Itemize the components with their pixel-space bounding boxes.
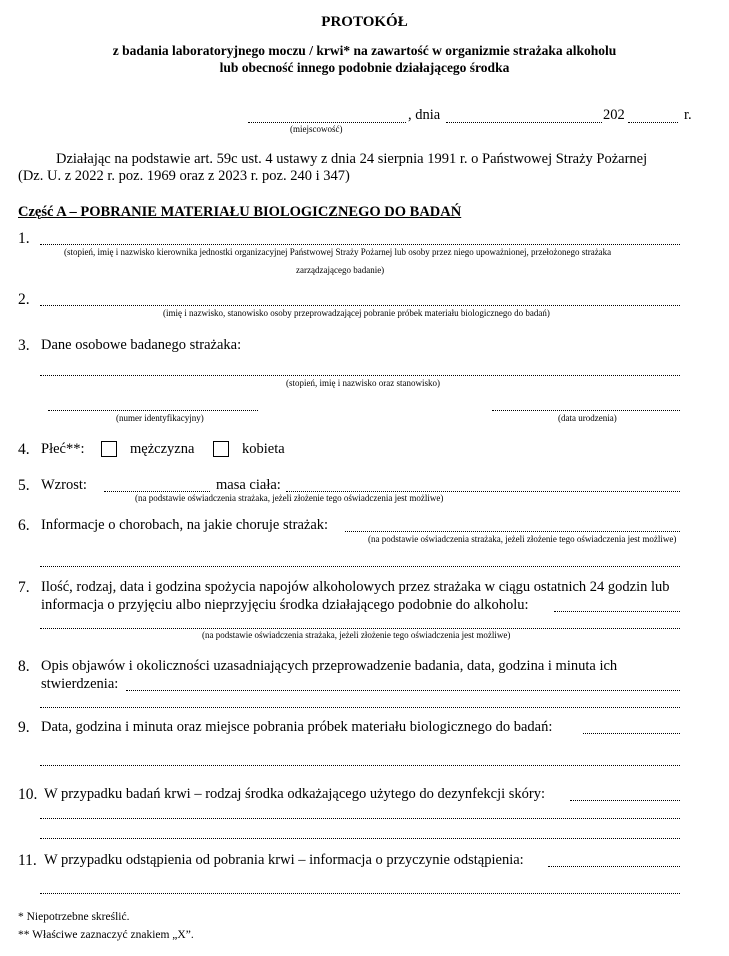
legal-basis-line-2: (Dz. U. z 2022 r. poz. 1969 oraz z 2023 r. poz. 240 i 347)	[18, 168, 350, 184]
item-6-label: Informacje o chorobach, na jakie choruje strażak:	[41, 517, 329, 533]
item-3-caption-name: (stopień, imię i nazwisko oraz stanowisko)	[286, 378, 440, 388]
dnia-label: , dnia	[408, 107, 441, 123]
item-8-number: 8.	[18, 658, 30, 675]
diseases-field[interactable]	[345, 531, 680, 532]
footnote-1: * Niepotrzebne skreślić.	[18, 911, 130, 923]
height-label: Wzrost:	[41, 477, 87, 493]
year-prefix: 202	[603, 107, 625, 123]
refusal-reason-field-continued[interactable]	[40, 893, 680, 894]
item-1-caption-1: (stopień, imię i nazwisko kierownika jednostki organizacyjnej Państwowej Straży Pożarnej lub osoby przez niego upoważnionej, przełożonego strażaka	[64, 247, 612, 257]
item-11-number: 11.	[18, 852, 37, 869]
item-3-caption-id: (numer identyfikacyjny)	[116, 413, 204, 423]
item-8-line-2: stwierdzenia:	[41, 676, 119, 692]
item-2-field[interactable]	[40, 305, 680, 306]
item-3-caption-birth: (data urodzenia)	[558, 413, 617, 423]
day-month-field[interactable]	[446, 122, 602, 123]
document-subtitle-line-1: z badania laboratoryjnego moczu / krwi* na zawartość w organizmie strażaka alkoholu	[112, 43, 617, 58]
mass-field[interactable]	[286, 491, 680, 492]
item-2-number: 2.	[18, 291, 30, 308]
item-11-label: W przypadku odstąpienia od pobrania krwi – informacja o przyczynie odstąpienia:	[44, 852, 524, 868]
item-3-label: Dane osobowe badanego strażaka:	[41, 337, 242, 353]
item-6-caption: (na podstawie oświadczenia strażaka, jeżeli złożenie tego oświadczenia jest możliwe)	[368, 534, 677, 544]
year-suffix-field[interactable]	[628, 122, 678, 123]
male-checkbox[interactable]	[101, 441, 117, 457]
document-subtitle-line-2: lub obecność innego podobnie działającego środka	[219, 60, 510, 75]
refusal-reason-field[interactable]	[548, 866, 680, 867]
mass-label: masa ciała:	[216, 477, 281, 493]
item-6-number: 6.	[18, 517, 30, 534]
alcohol-info-field-continued[interactable]	[40, 628, 680, 629]
male-option-label: mężczyzna	[130, 441, 195, 457]
item-1-field[interactable]	[40, 244, 680, 245]
place-field[interactable]	[248, 122, 406, 123]
disinfectant-field[interactable]	[570, 800, 680, 801]
item-5-caption: (na podstawie oświadczenia strażaka, jeżeli złożenie tego oświadczenia jest możliwe)	[135, 493, 444, 503]
section-a-heading: Część A – POBRANIE MATERIAŁU BIOLOGICZNEGO DO BADAŃ	[18, 204, 462, 220]
item-5-number: 5.	[18, 477, 30, 494]
item-7-line-2: informacja o przyjęciu albo nieprzyjęciu środka działającego podobnie do alkoholu:	[41, 597, 529, 613]
place-caption: (miejscowość)	[290, 124, 343, 134]
birth-date-field[interactable]	[492, 410, 680, 411]
personal-name-field[interactable]	[40, 375, 680, 376]
item-9-label: Data, godzina i minuta oraz miejsce pobrania próbek materiału biologicznego do badań:	[41, 719, 553, 735]
item-2-caption: (imię i nazwisko, stanowisko osoby przeprowadzającej pobranie próbek materiału biologicznego do badań)	[163, 308, 550, 318]
item-10-label: W przypadku badań krwi – rodzaj środka odkażającego użytego do dezynfekcji skóry:	[44, 786, 546, 802]
gender-label: Płeć**:	[41, 441, 85, 457]
id-number-field[interactable]	[48, 410, 258, 411]
item-10-number: 10.	[18, 786, 38, 803]
item-1-number: 1.	[18, 230, 30, 247]
sampling-datetime-field-continued[interactable]	[40, 765, 680, 766]
symptoms-field[interactable]	[126, 690, 680, 691]
item-7-line-1: Ilość, rodzaj, data i godzina spożycia napojów alkoholowych przez strażaka w ciągu ostatnich 24 godzin lub	[41, 579, 670, 595]
document-title: PROTOKÓŁ	[321, 14, 408, 30]
item-9-number: 9.	[18, 719, 30, 736]
footnote-2: ** Właściwe zaznaczyć znakiem „X”.	[18, 929, 194, 941]
female-checkbox[interactable]	[213, 441, 229, 457]
item-7-caption: (na podstawie oświadczenia strażaka, jeżeli złożenie tego oświadczenia jest możliwe)	[202, 630, 511, 640]
item-3-number: 3.	[18, 337, 30, 354]
alcohol-info-field[interactable]	[554, 611, 680, 612]
symptoms-field-continued[interactable]	[40, 707, 680, 708]
disinfectant-field-line-2[interactable]	[40, 818, 680, 819]
sampling-datetime-field[interactable]	[583, 733, 680, 734]
disinfectant-field-line-3[interactable]	[40, 838, 680, 839]
legal-basis-line-1: Działając na podstawie art. 59c ust. 4 ustawy z dnia 24 sierpnia 1991 r. o Państwowej Straży Pożarnej	[56, 151, 648, 167]
item-7-number: 7.	[18, 579, 30, 596]
height-field[interactable]	[104, 491, 210, 492]
female-option-label: kobieta	[242, 441, 285, 457]
item-1-caption-2: zarządzającego badanie)	[296, 265, 385, 275]
year-abbrev: r.	[684, 107, 692, 123]
item-4-number: 4.	[18, 441, 30, 458]
item-8-line-1: Opis objawów i okoliczności uzasadniających przeprowadzenie badania, data, godzina i minuta ich	[41, 658, 618, 674]
diseases-field-continued[interactable]	[40, 566, 680, 567]
